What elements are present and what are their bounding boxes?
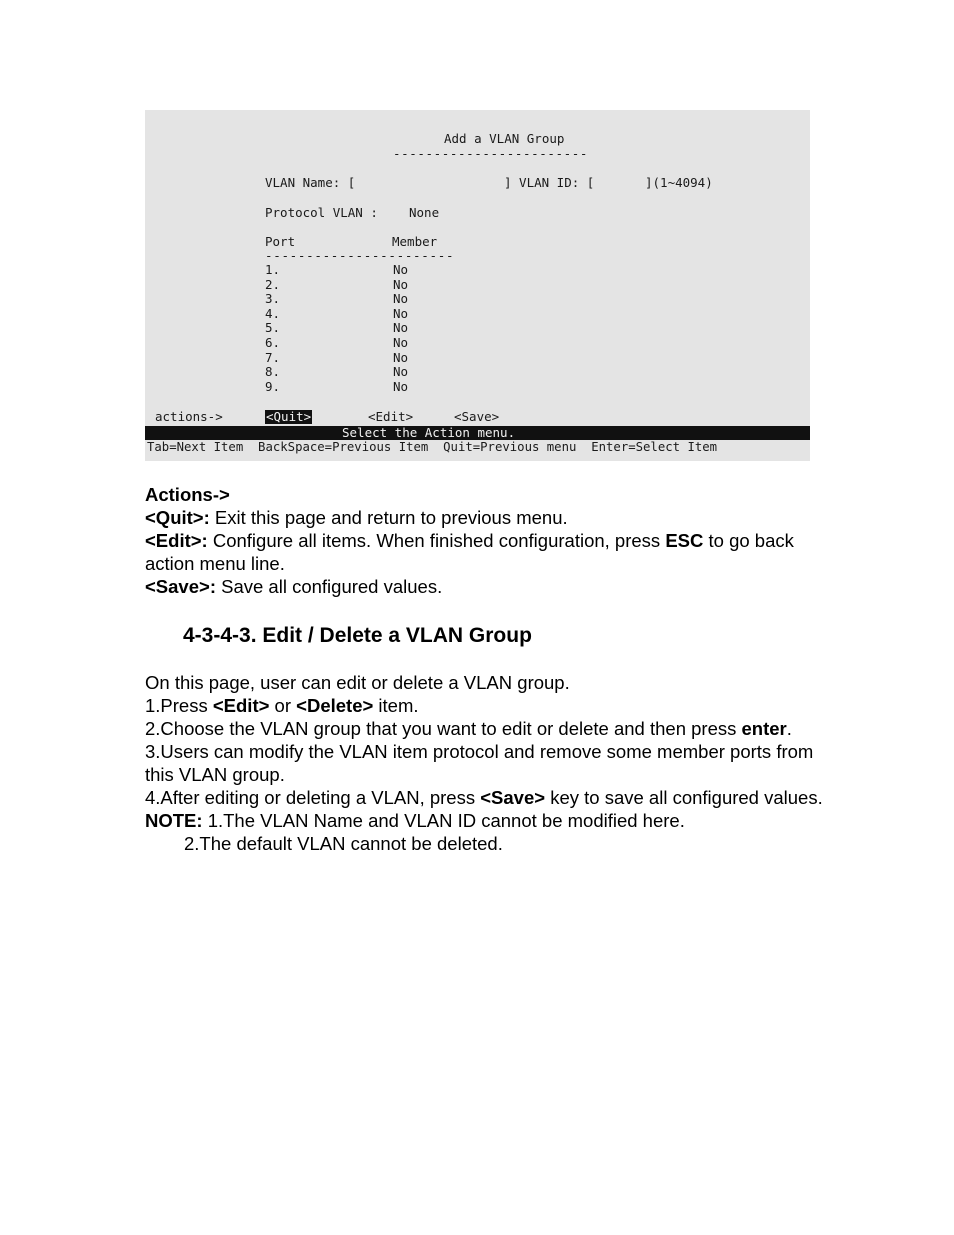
- edit-description: [145, 529, 825, 575]
- port-number: 1.: [265, 262, 281, 277]
- port-member[interactable]: No: [393, 320, 409, 336]
- step-1-end: item.: [373, 695, 419, 716]
- actions-heading: Actions->: [145, 484, 230, 505]
- vlan-name-label: VLAN Name: [: [265, 175, 356, 190]
- section-heading: 4-3-4-3. Edit / Delete a VLAN Group: [183, 624, 532, 647]
- edit-action-button[interactable]: <Edit>: [368, 409, 414, 424]
- port-member[interactable]: No: [393, 276, 409, 292]
- edit-key-ref: <Edit>: [212, 695, 270, 716]
- note-label: NOTE:: [145, 810, 203, 831]
- step-4-end: key to save all configured values.: [545, 787, 823, 808]
- intro-text: On this page, user can edit or delete a VLAN group.: [145, 672, 570, 693]
- port-column-header: Port: [265, 234, 296, 249]
- vlan-id-label: ] VLAN ID: [: [504, 175, 595, 190]
- quit-description: [145, 506, 825, 529]
- actions-label: actions->: [155, 409, 223, 424]
- save-key: <Save>:: [145, 576, 216, 597]
- port-number: 9.: [265, 378, 281, 394]
- port-member[interactable]: No: [393, 291, 409, 307]
- enter-key-ref: enter: [741, 718, 787, 739]
- quit-action-button[interactable]: <Quit>: [266, 409, 312, 424]
- edit-key: <Edit>:: [145, 530, 208, 551]
- port-number: 5.: [265, 320, 281, 336]
- note-2: 2.The default VLAN cannot be deleted.: [184, 833, 503, 854]
- step-2: [145, 717, 825, 740]
- port-member[interactable]: No: [393, 364, 409, 380]
- step-1: [145, 694, 825, 717]
- port-member[interactable]: No: [393, 305, 409, 321]
- step-2-end: .: [786, 718, 792, 739]
- step-4: [145, 786, 825, 809]
- terminal-screenshot: [145, 110, 810, 461]
- screen-title: Add a VLAN Group: [444, 131, 565, 146]
- protocol-vlan-label: Protocol VLAN :: [265, 205, 378, 220]
- step-4-text: 4.After editing or deleting a VLAN, press: [145, 787, 481, 808]
- vlan-id-field[interactable]: [607, 176, 643, 190]
- port-number: 6.: [265, 334, 281, 350]
- section-body: [145, 671, 825, 855]
- edit-text-1: Configure all items. When finished configuration, press: [207, 530, 666, 551]
- delete-key-ref: <Delete>: [296, 695, 374, 716]
- edit-text-2: to go back action menu line.: [145, 530, 794, 574]
- table-rule: -----------------------: [265, 248, 455, 263]
- protocol-vlan-value[interactable]: None: [409, 205, 440, 220]
- save-description: [145, 575, 825, 598]
- status-message: Select the Action menu.: [342, 425, 516, 440]
- port-number: 8.: [265, 364, 281, 380]
- member-column-header: Member: [392, 234, 438, 249]
- title-underline: ------------------------: [393, 146, 589, 161]
- port-member[interactable]: No: [393, 378, 409, 394]
- port-member[interactable]: No: [393, 349, 409, 365]
- port-number: 3.: [265, 291, 281, 307]
- esc-key: ESC: [665, 530, 704, 551]
- save-text: Save all configured values.: [215, 576, 443, 597]
- note-1-text: 1.The VLAN Name and VLAN ID cannot be modified here.: [202, 810, 685, 831]
- vlan-id-range: ](1~4094): [645, 175, 713, 190]
- port-number: 7.: [265, 349, 281, 365]
- port-member[interactable]: No: [393, 262, 409, 277]
- step-1-text: 1.Press: [145, 695, 213, 716]
- step-1-or: or: [269, 695, 297, 716]
- port-member[interactable]: No: [393, 334, 409, 350]
- quit-text: Exit this page and return to previous menu.: [209, 507, 568, 528]
- port-number: 4.: [265, 305, 281, 321]
- step-3: 3.Users can modify the VLAN item protocol and remove some member ports from this VLAN group.: [145, 741, 814, 785]
- save-key-ref: <Save>: [480, 787, 546, 808]
- port-number: 2.: [265, 276, 281, 292]
- vlan-name-field[interactable]: [367, 176, 497, 190]
- note-1: [145, 809, 825, 832]
- actions-description: [145, 483, 825, 598]
- step-2-text: 2.Choose the VLAN group that you want to edit or delete and then press: [145, 718, 742, 739]
- save-action-button[interactable]: <Save>: [454, 409, 500, 424]
- quit-key: <Quit>:: [145, 507, 210, 528]
- status-bar: [145, 426, 810, 440]
- key-help-line: Tab=Next Item BackSpace=Previous Item Quit=Previous menu Enter=Select Item: [147, 440, 718, 454]
